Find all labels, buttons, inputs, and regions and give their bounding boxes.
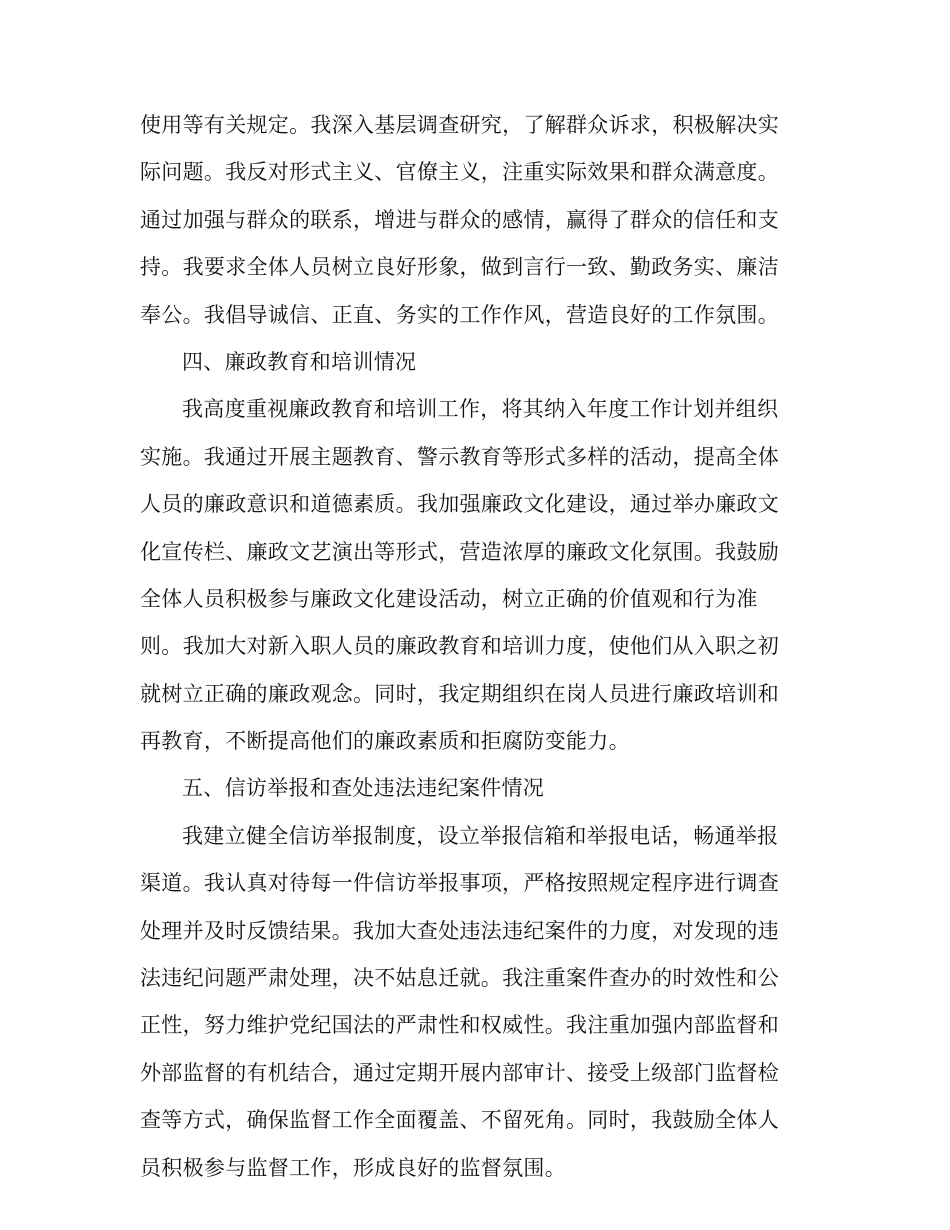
document-body: [140, 102, 800, 1192]
text-line: 使用等有关规定。我深入基层调查研究，了解群众诉求，积极解决实: [140, 113, 779, 137]
text-line: 法违纪问题严肃处理，决不姑息迁就。我注重案件查办的时效性和公: [140, 966, 779, 991]
paragraph-first-line: 我建立健全信访举报制度，设立举报信箱和举报电话，畅通举报: [182, 823, 779, 848]
text-line: 实施。我通过开展主题教育、警示教育等形式多样的活动，提高全体: [140, 444, 779, 469]
text-line: 渠道。我认真对待每一件信访举报事项，严格按照规定程序进行调查: [140, 871, 779, 896]
text-line: 持。我要求全体人员树立良好形象，做到言行一致、勤政务实、廉洁: [140, 255, 779, 280]
paragraph-first-line: 四、廉政教育和培训情况: [182, 349, 417, 374]
text-line: 际问题。我反对形式主义、官僚主义，注重实际效果和群众满意度。: [140, 160, 779, 185]
text-line: 查等方式，确保监督工作全面覆盖、不留死角。同时，我鼓励全体人: [140, 1108, 779, 1133]
text-line: 则。我加大对新入职人员的廉政教育和培训力度，使他们从入职之初: [140, 634, 779, 659]
text-line: 正性，努力维护党纪国法的严肃性和权威性。我注重加强内部监督和: [140, 1013, 779, 1038]
paragraph-first-line: 五、信访举报和查处违法违纪案件情况: [182, 776, 545, 801]
text-line: 再教育，不断提高他们的廉政素质和拒腐防变能力。: [140, 729, 630, 754]
text-line: 化宣传栏、廉政文艺演出等形式，营造浓厚的廉政文化氛围。我鼓励: [140, 539, 779, 564]
text-line: 奉公。我倡导诚信、正直、务实的工作作风，营造良好的工作氛围。: [140, 302, 779, 327]
paragraph-first-line: 我高度重视廉政教育和培训工作，将其纳入年度工作计划并组织: [182, 397, 779, 422]
text-line: 通过加强与群众的联系，增进与群众的感情，赢得了群众的信任和支: [140, 207, 779, 232]
text-line: 处理并及时反馈结果。我加大查处违法违纪案件的力度，对发现的违: [140, 918, 779, 943]
text-line: 全体人员积极参与廉政文化建设活动，树立正确的价值观和行为准: [140, 586, 758, 611]
text-line: 就树立正确的廉政观念。同时，我定期组织在岗人员进行廉政培训和: [140, 681, 779, 706]
text-line: 员积极参与监督工作，形成良好的监督氛围。: [140, 1155, 566, 1180]
text-line: 外部监督的有机结合，通过定期开展内部审计、接受上级部门监督检: [140, 1060, 779, 1085]
text-line: 人员的廉政意识和道德素质。我加强廉政文化建设，通过举办廉政文: [140, 492, 779, 517]
